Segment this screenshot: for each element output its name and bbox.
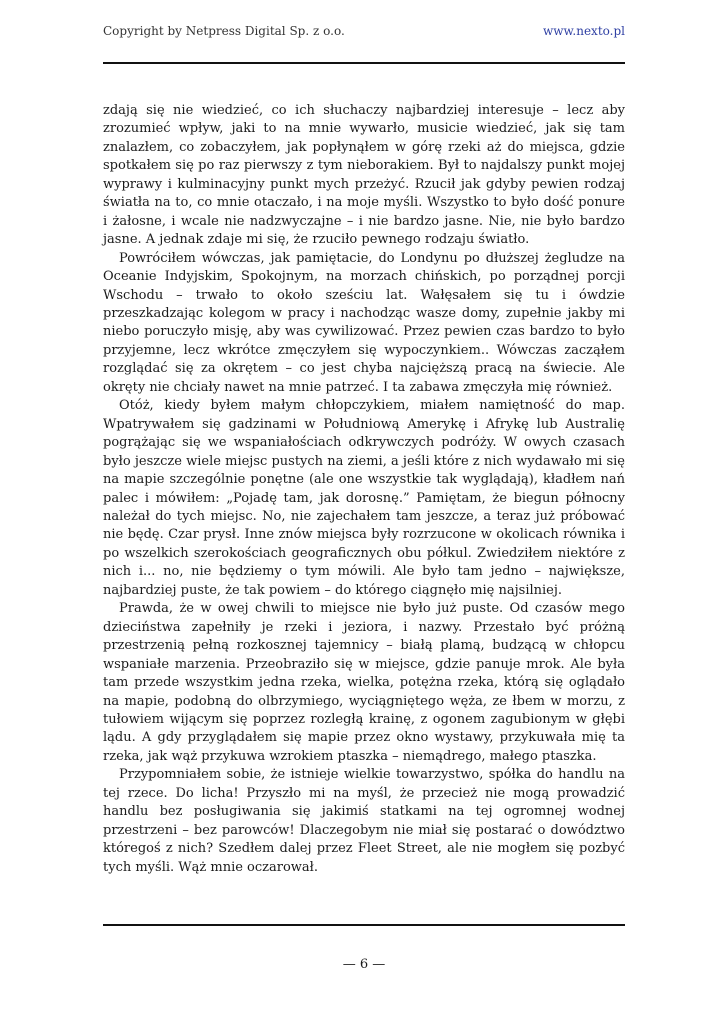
footer-divider (103, 924, 625, 926)
paragraph: Powróciłem wówczas, jak pamiętacie, do Londynu po dłuższej żegludze na Oceanie Indyjskim, Spokojnym, na morzach chińskich, po porządnej porcji Wschodu – trwało to około sześciu lat. Wałęsałem się tu i ówdzie przeszkadzając kolegom w pracy i nachodząc wasze domy, zupełnie jakby mi niebo poruczyło misję, aby was cywilizować. Przez pewien czas bardzo to było przyjemne, lecz wkrótce zmęczyłem się wypoczynkiem.. Wówczas zacząłem rozglądać się za okrętem – co jest chyba najcięższą pracą na świecie. Ale okręty nie chciały nawet na mnie patrzeć. I ta zabawa zmęczyła mię również. (103, 250, 625, 395)
page-number: — 6 — (342, 957, 386, 972)
paragraph: Prawda, że w owej chwili to miejsce nie było już puste. Od czasów mego dzieciństwa zapełniły je rzeki i jeziora, i nazwy. Przestało być próżną przestrzenią pełną rozkosznej tajemnicy – białą plamą, budzącą w chłopcu wspaniałe marzenia. Przeobraziło się w miejsce, gdzie panuje mrok. Ale była tam przede wszystkim jedna rzeka, wielka, potężna rzeka, którą się oglądało na mapie, podobną do olbrzymiego, wyciągniętego węża, ze łbem w morzu, z tułowiem wijącym się poprzez rozległą krainę, z ogonem zagubionym w głębi lądu. A gdy przyglądałem się mapie przez okno wystawy, przykuwała mię ta rzeka, jak wąż przykuwa wzrokiem ptaszka – niemądrego, małego ptaszka. (103, 601, 625, 764)
copyright-notice: Copyright by Netpress Digital Sp. z o.o. (103, 24, 345, 38)
publisher-link[interactable]: www.nexto.pl (543, 24, 625, 38)
paragraph: zdają się nie wiedzieć, co ich słuchaczy najbardziej interesuje – lecz aby zrozumieć wpływ, jaki to na mnie wywarło, musicie wiedzieć, jak się tam znalazłem, co zobaczyłem, jak popłynąłem w górę rzeki aż do miejsca, gdzie spotkałem się po raz pierwszy z tym nieborakiem. Był to najdalszy punkt mojej wyprawy i kulminacyjny punkt mych przeżyć. Rzucił jak gdyby pewien rodzaj światła na to, co mnie otaczało, i na moje myśli. Wszystko to było dość ponure i żałosne, i wcale nie nadzwyczajne – i nie bardzo jasne. Nie, nie było bardzo jasne. A jednak zdaje mi się, że rzuciło pewnego rodzaju światło. (103, 103, 625, 248)
paragraph: Otóż, kiedy byłem małym chłopczykiem, miałem namiętność do map. Wpatrywałem się gadzinami w Południową Amerykę i Afrykę lub Australię pogrążając się we wspaniałościach odkrywczych podróży. W owych czasach było jeszcze wiele miejsc pustych na ziemi, a jeśli które z nich wydawało mi się na mapie szczególnie ponętne (ale one wszystkie tak wyglądają), kładłem nań palec i mówiłem: „Pojadę tam, jak dorosnę.” Pamiętam, że biegun północny należał do tych miejsc. No, nie zajechałem tam jeszcze, a teraz już próbować nie będę. Czar prysł. Inne znów miejsca były rozrzucone w okolicach równika i po wszelkich szerokościach geograficznych obu półkul. Zwiedziłem niektóre z nich i... no, nie będziemy o tym mówili. Ale było tam jedno – największe, najbardziej puste, że tak powiem – do którego ciągnęło mię najsilniej. (103, 398, 625, 598)
page-header (103, 24, 625, 44)
body-text (103, 102, 625, 877)
header-divider (103, 62, 625, 64)
paragraph: Przypomniałem sobie, że istnieje wielkie towarzystwo, spółka do handlu na tej rzece. Do licha! Przyszło mi na myśl, że przecież nie mogą prowadzić handlu bez posługiwania się jakimiś statkami na tej ogromnej wodnej przestrzeni – bez parowców! Dlaczegobym nie miał się postarać o dowództwo któregoś z nich? Szedłem dalej przez Fleet Street, ale nie mogłem się pozbyć tych myśli. Wąż mnie oczarował. (103, 767, 625, 875)
